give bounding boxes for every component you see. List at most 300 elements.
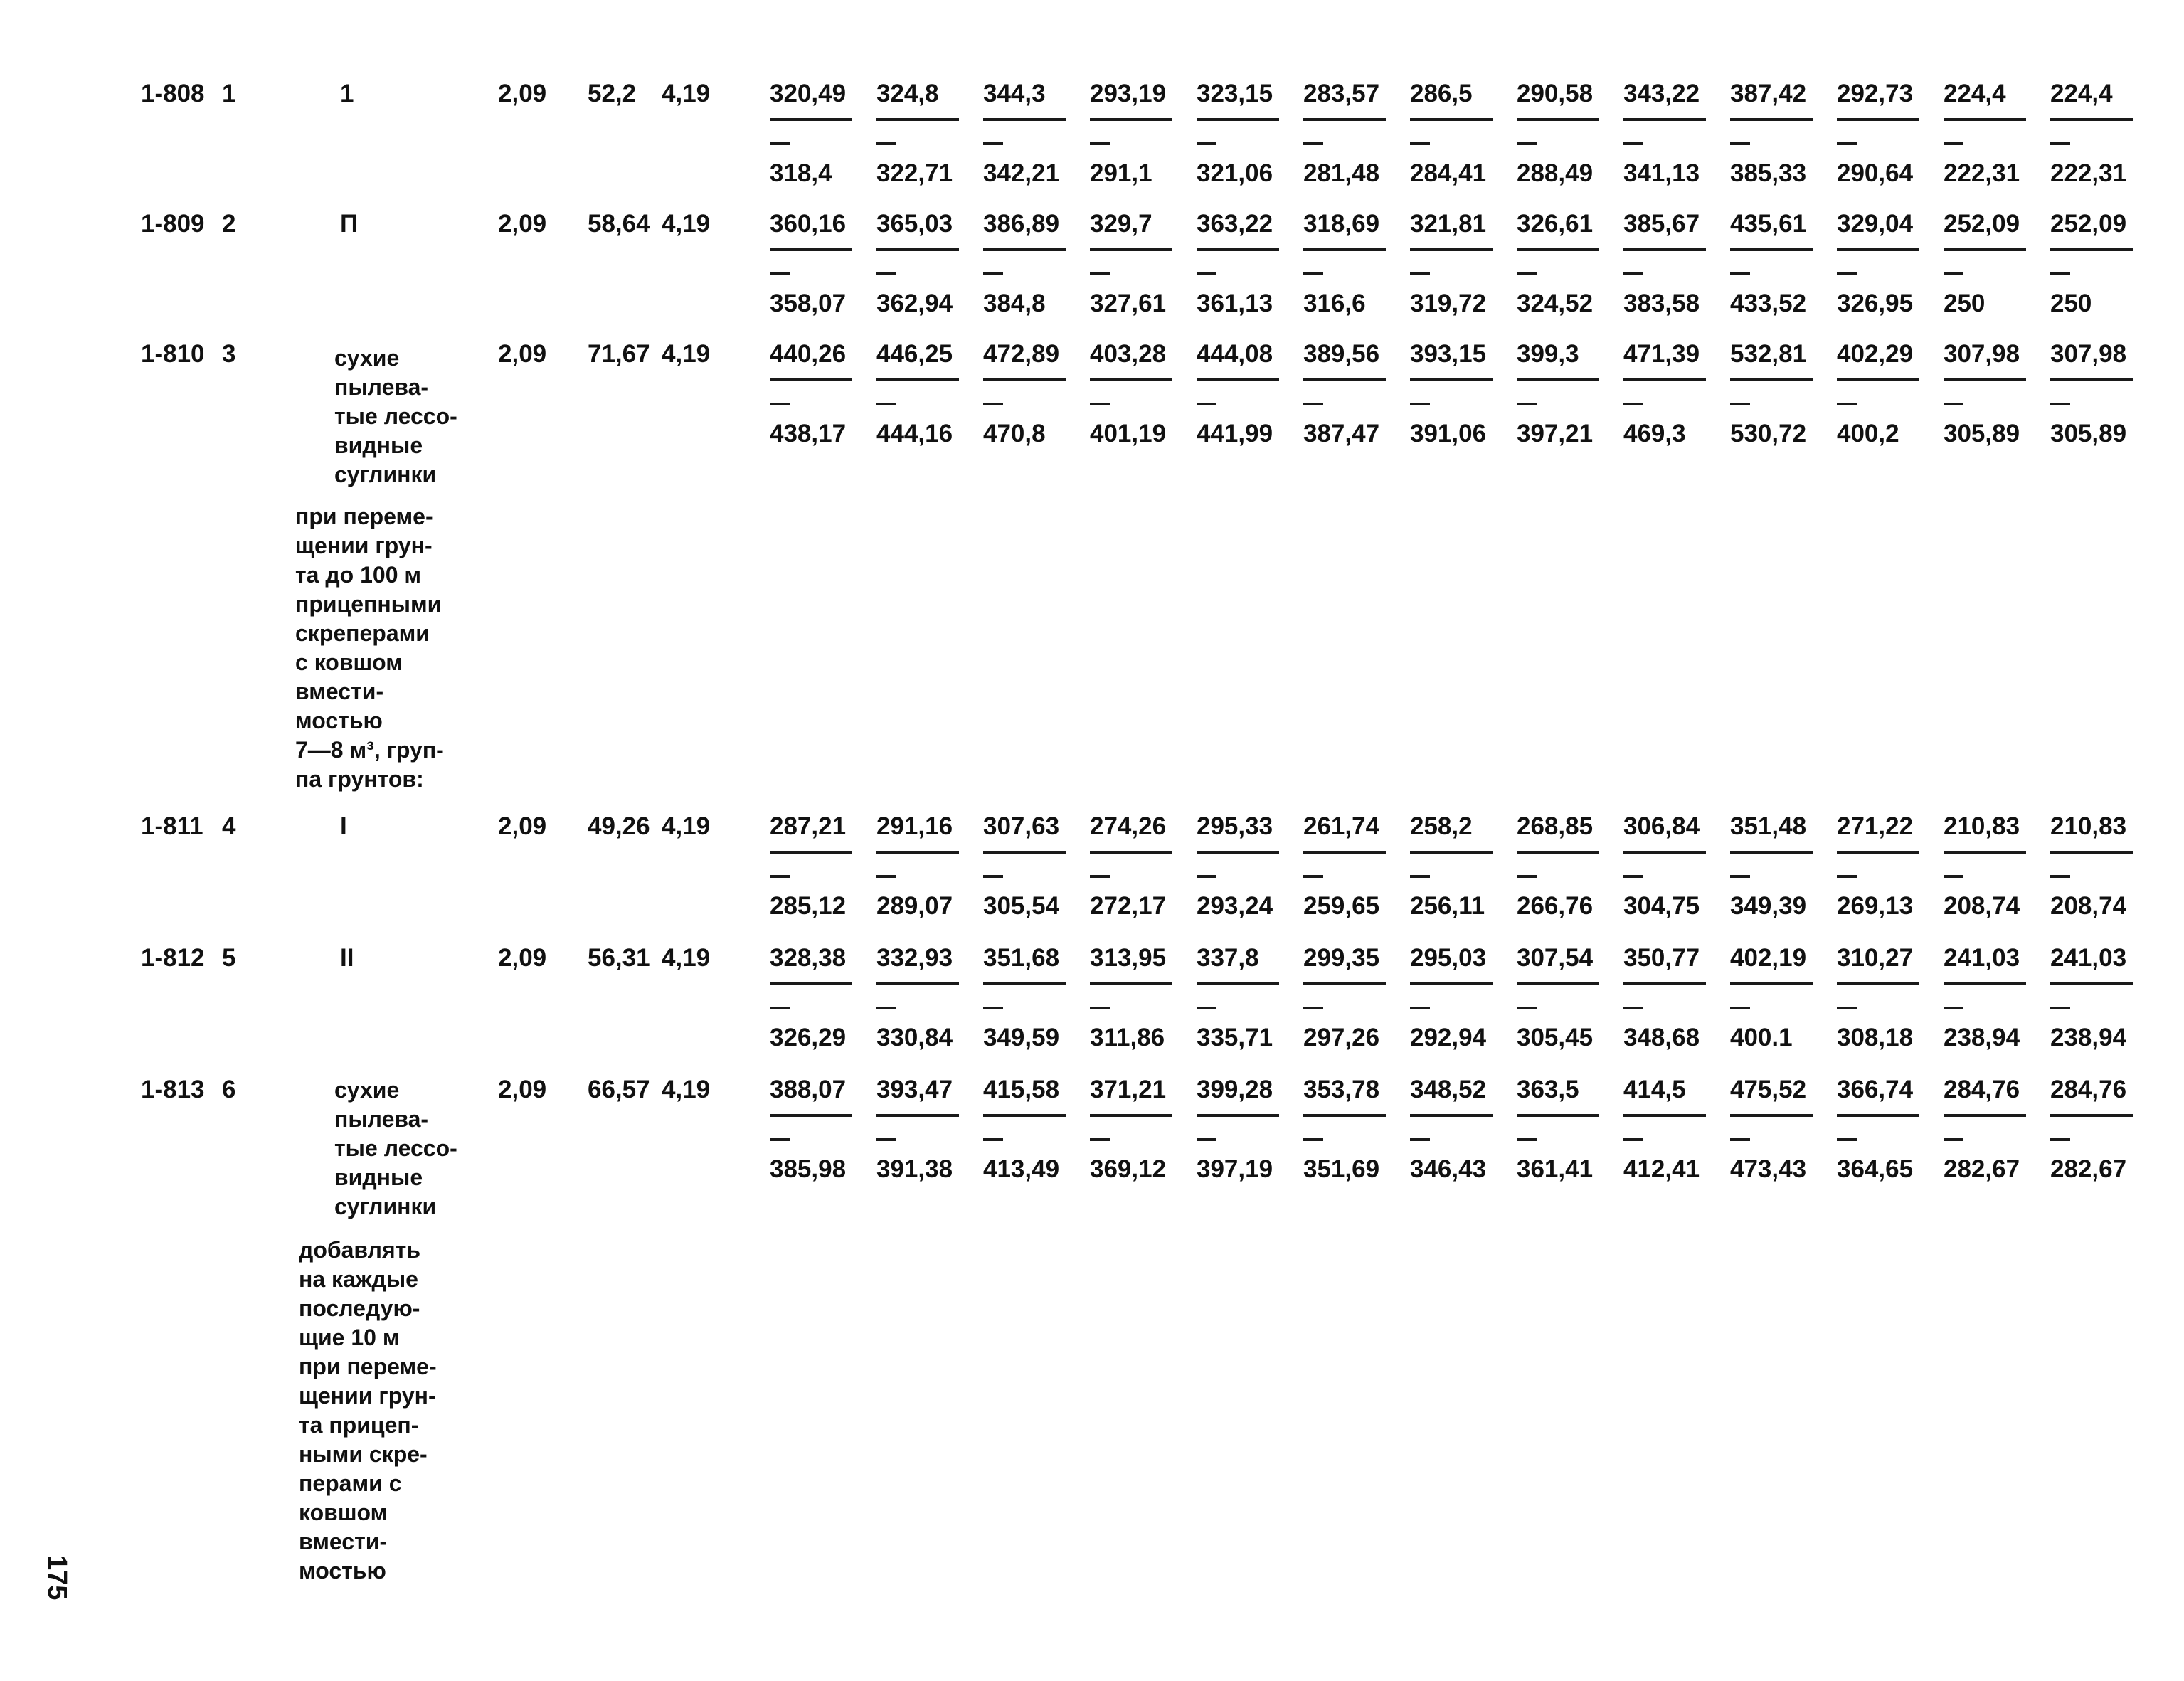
price-denominator: 469,3 (1623, 420, 1686, 447)
price-denominator: 269,13 (1837, 892, 1914, 920)
coef-2: 56,31 (588, 944, 650, 972)
price-fraction (1837, 340, 1942, 447)
fraction-rule (1837, 118, 1919, 121)
price-numerator: 363,5 (1517, 1076, 1579, 1103)
price-fraction (1410, 944, 1515, 1051)
price-numerator: 387,42 (1730, 80, 1807, 107)
price-numerator: 393,15 (1410, 340, 1487, 368)
minus-sign (2050, 142, 2070, 145)
row-code: 1-813 (141, 1076, 205, 1103)
price-denominator: 369,12 (1090, 1155, 1167, 1183)
price-numerator: 365,03 (876, 210, 953, 238)
fraction-rule (876, 118, 959, 121)
fraction-rule (876, 248, 959, 251)
price-denominator: 441,99 (1197, 420, 1273, 447)
price-numerator: 292,73 (1837, 80, 1914, 107)
price-denominator: 256,11 (1410, 892, 1485, 920)
coef-3: 4,19 (662, 340, 711, 368)
fraction-rule (1623, 982, 1706, 985)
price-denominator: 385,98 (770, 1155, 847, 1183)
fraction-rule (1837, 248, 1919, 251)
price-denominator: 530,72 (1730, 420, 1807, 447)
fraction-rule (770, 378, 852, 381)
minus-sign (1090, 1007, 1110, 1009)
price-fraction (1303, 944, 1409, 1051)
coef-2: 49,26 (588, 812, 650, 840)
minus-sign (1303, 875, 1323, 878)
price-fraction (2050, 944, 2156, 1051)
minus-sign (1197, 875, 1216, 878)
price-fraction (983, 210, 1088, 317)
fraction-rule (983, 851, 1066, 854)
coef-3: 4,19 (662, 1076, 711, 1103)
price-fraction (1837, 1076, 1942, 1183)
price-numerator: 306,84 (1623, 812, 1700, 840)
price-numerator: 323,15 (1197, 80, 1273, 107)
fraction-rule (876, 378, 959, 381)
price-denominator: 326,29 (770, 1024, 847, 1051)
price-numerator: 324,8 (876, 80, 939, 107)
price-fraction (1623, 80, 1729, 187)
fraction-rule (1303, 378, 1386, 381)
fraction-rule (770, 118, 852, 121)
price-numerator: 295,33 (1197, 812, 1273, 840)
minus-sign (983, 875, 1003, 878)
fraction-rule (983, 378, 1066, 381)
fraction-rule (1623, 851, 1706, 854)
price-denominator: 470,8 (983, 420, 1046, 447)
price-fraction (1517, 340, 1622, 447)
minus-sign (1303, 272, 1323, 275)
price-numerator: 326,61 (1517, 210, 1594, 238)
fraction-rule (1517, 118, 1599, 121)
fraction-rule (983, 982, 1066, 985)
fraction-rule (1303, 851, 1386, 854)
price-denominator: 401,19 (1090, 420, 1167, 447)
price-denominator: 311,86 (1090, 1024, 1165, 1051)
price-numerator: 329,7 (1090, 210, 1152, 238)
price-denominator: 358,07 (770, 290, 847, 317)
price-fraction (1837, 80, 1942, 187)
price-denominator: 351,69 (1303, 1155, 1380, 1183)
coef-2: 58,64 (588, 210, 650, 238)
price-numerator: 307,54 (1517, 944, 1594, 972)
price-numerator: 274,26 (1090, 812, 1167, 840)
price-fraction (1730, 340, 1835, 447)
price-fraction (876, 1076, 982, 1183)
price-numerator: 444,08 (1197, 340, 1273, 368)
price-fraction (983, 812, 1088, 920)
price-denominator: 288,49 (1517, 159, 1594, 187)
fraction-rule (2050, 1114, 2133, 1117)
coef-1: 2,09 (498, 1076, 547, 1103)
page-number: 175 (42, 1555, 72, 1601)
row-code: 1-811 (141, 812, 203, 840)
minus-sign (1837, 403, 1857, 405)
minus-sign (1730, 142, 1750, 145)
price-denominator: 324,52 (1517, 290, 1594, 317)
minus-sign (1303, 403, 1323, 405)
fraction-rule (1090, 982, 1172, 985)
price-denominator: 282,67 (2050, 1155, 2127, 1183)
price-denominator: 304,75 (1623, 892, 1700, 920)
minus-sign (1623, 875, 1643, 878)
price-fraction (2050, 210, 2156, 317)
price-fraction (1517, 80, 1622, 187)
fraction-rule (1730, 1114, 1813, 1117)
fraction-rule (1090, 248, 1172, 251)
price-fraction (770, 944, 875, 1051)
coef-2: 66,57 (588, 1076, 650, 1103)
row-number: 6 (222, 1076, 236, 1103)
minus-sign (1303, 1138, 1323, 1141)
minus-sign (1944, 1138, 1963, 1141)
minus-sign (983, 403, 1003, 405)
price-fraction (1517, 1076, 1622, 1183)
fraction-rule (1197, 851, 1279, 854)
price-fraction (1837, 210, 1942, 317)
price-numerator: 321,81 (1410, 210, 1487, 238)
price-numerator: 224,4 (2050, 80, 2113, 107)
price-denominator: 266,76 (1517, 892, 1594, 920)
price-numerator: 290,58 (1517, 80, 1594, 107)
price-numerator: 337,8 (1197, 944, 1259, 972)
fraction-rule (1730, 118, 1813, 121)
fraction-rule (1303, 1114, 1386, 1117)
price-denominator: 316,6 (1303, 290, 1366, 317)
price-fraction (1944, 80, 2049, 187)
fraction-rule (1623, 248, 1706, 251)
minus-sign (1837, 1138, 1857, 1141)
price-numerator: 320,49 (770, 80, 847, 107)
price-fraction (1730, 210, 1835, 317)
minus-sign (1730, 1138, 1750, 1141)
price-fraction (876, 210, 982, 317)
fraction-rule (1090, 1114, 1172, 1117)
price-numerator: 329,04 (1837, 210, 1914, 238)
price-fraction (1197, 80, 1302, 187)
price-denominator: 322,71 (876, 159, 953, 187)
minus-sign (1090, 875, 1110, 878)
price-denominator: 391,06 (1410, 420, 1487, 447)
fraction-rule (1944, 851, 2026, 854)
minus-sign (1517, 875, 1537, 878)
minus-sign (1944, 403, 1963, 405)
coef-1: 2,09 (498, 944, 547, 972)
price-denominator: 305,89 (1944, 420, 2020, 447)
coef-1: 2,09 (498, 80, 547, 107)
price-numerator: 351,68 (983, 944, 1060, 972)
fraction-rule (1730, 851, 1813, 854)
price-numerator: 386,89 (983, 210, 1060, 238)
price-denominator: 391,38 (876, 1155, 953, 1183)
price-numerator: 403,28 (1090, 340, 1167, 368)
price-denominator: 342,21 (983, 159, 1060, 187)
coef-3: 4,19 (662, 812, 711, 840)
minus-sign (1944, 1007, 1963, 1009)
price-numerator: 389,56 (1303, 340, 1380, 368)
price-denominator: 349,59 (983, 1024, 1060, 1051)
price-denominator: 284,41 (1410, 159, 1487, 187)
price-denominator: 361,41 (1517, 1155, 1594, 1183)
price-denominator: 433,52 (1730, 290, 1807, 317)
price-numerator: 532,81 (1730, 340, 1807, 368)
price-numerator: 268,85 (1517, 812, 1594, 840)
price-numerator: 351,48 (1730, 812, 1807, 840)
price-fraction (1517, 812, 1622, 920)
fraction-rule (876, 982, 959, 985)
price-numerator: 343,22 (1623, 80, 1700, 107)
minus-sign (1730, 403, 1750, 405)
price-denominator: 318,4 (770, 159, 832, 187)
price-numerator: 366,74 (1837, 1076, 1914, 1103)
price-fraction (1303, 80, 1409, 187)
price-fraction (1197, 1076, 1302, 1183)
soil-group: 1 (340, 80, 354, 107)
price-numerator: 363,22 (1197, 210, 1273, 238)
price-fraction (1730, 812, 1835, 920)
row-number: 2 (222, 210, 236, 238)
price-fraction (1517, 944, 1622, 1051)
price-fraction (876, 80, 982, 187)
price-denominator: 346,43 (1410, 1155, 1487, 1183)
minus-sign (1730, 1007, 1750, 1009)
soil-group: II (340, 944, 354, 972)
fraction-rule (1517, 982, 1599, 985)
fraction-rule (1623, 1114, 1706, 1117)
row-number: 1 (222, 80, 236, 107)
price-fraction (1410, 812, 1515, 920)
minus-sign (1090, 272, 1110, 275)
minus-sign (876, 403, 896, 405)
minus-sign (1944, 875, 1963, 878)
fraction-rule (1837, 982, 1919, 985)
minus-sign (2050, 272, 2070, 275)
price-denominator: 349,39 (1730, 892, 1807, 920)
price-numerator: 284,76 (1944, 1076, 2020, 1103)
fraction-rule (876, 1114, 959, 1117)
price-numerator: 385,67 (1623, 210, 1700, 238)
price-fraction (770, 210, 875, 317)
row-code: 1-809 (141, 210, 205, 238)
fraction-rule (876, 851, 959, 854)
price-fraction (1197, 944, 1302, 1051)
minus-sign (876, 142, 896, 145)
price-fraction (876, 812, 982, 920)
price-numerator: 284,76 (2050, 1076, 2127, 1103)
fraction-rule (1837, 851, 1919, 854)
price-fraction (1303, 340, 1409, 447)
minus-sign (770, 1138, 790, 1141)
minus-sign (1410, 142, 1430, 145)
fraction-rule (1410, 1114, 1493, 1117)
price-numerator: 402,29 (1837, 340, 1914, 368)
price-fraction (2050, 812, 2156, 920)
fraction-rule (770, 851, 852, 854)
price-fraction (1090, 1076, 1195, 1183)
coef-3: 4,19 (662, 80, 711, 107)
price-numerator: 415,58 (983, 1076, 1060, 1103)
price-denominator: 250 (2050, 290, 2092, 317)
fraction-rule (1410, 982, 1493, 985)
price-denominator: 400,2 (1837, 420, 1899, 447)
minus-sign (1623, 403, 1643, 405)
price-fraction (983, 80, 1088, 187)
fraction-rule (2050, 851, 2133, 854)
fraction-rule (1410, 378, 1493, 381)
fraction-rule (1303, 248, 1386, 251)
price-denominator: 308,18 (1837, 1024, 1914, 1051)
minus-sign (1090, 1138, 1110, 1141)
row-number: 3 (222, 340, 236, 368)
price-fraction (1730, 1076, 1835, 1183)
price-fraction (876, 944, 982, 1051)
minus-sign (770, 142, 790, 145)
price-numerator: 348,52 (1410, 1076, 1487, 1103)
price-fraction (1837, 812, 1942, 920)
minus-sign (1837, 272, 1857, 275)
price-numerator: 293,19 (1090, 80, 1167, 107)
minus-sign (1623, 142, 1643, 145)
price-denominator: 348,68 (1623, 1024, 1700, 1051)
fraction-rule (983, 1114, 1066, 1117)
price-denominator: 327,61 (1090, 290, 1167, 317)
minus-sign (1517, 1007, 1537, 1009)
price-fraction (1730, 944, 1835, 1051)
price-fraction (1090, 210, 1195, 317)
price-denominator: 222,31 (1944, 159, 2020, 187)
price-fraction (2050, 80, 2156, 187)
price-fraction (1197, 210, 1302, 317)
price-numerator: 440,26 (770, 340, 847, 368)
price-fraction (1944, 1076, 2049, 1183)
price-numerator: 318,69 (1303, 210, 1380, 238)
price-numerator: 224,4 (1944, 80, 2006, 107)
fraction-rule (1197, 118, 1279, 121)
minus-sign (770, 1007, 790, 1009)
price-denominator: 362,94 (876, 290, 953, 317)
coef-1: 2,09 (498, 210, 547, 238)
price-fraction (2050, 340, 2156, 447)
minus-sign (1410, 403, 1430, 405)
minus-sign (1944, 142, 1963, 145)
price-fraction (770, 80, 875, 187)
soil-description-row3: сухие пылева- тые лессо- видные суглинки (334, 345, 457, 487)
price-numerator: 241,03 (2050, 944, 2127, 972)
price-fraction (1623, 210, 1729, 317)
minus-sign (1517, 403, 1537, 405)
price-fraction (1197, 812, 1302, 920)
price-fraction (983, 340, 1088, 447)
price-numerator: 210,83 (2050, 812, 2127, 840)
price-denominator: 305,89 (2050, 420, 2127, 447)
price-numerator: 446,25 (876, 340, 953, 368)
fraction-rule (2050, 118, 2133, 121)
price-numerator: 261,74 (1303, 812, 1380, 840)
minus-sign (1090, 403, 1110, 405)
minus-sign (2050, 403, 2070, 405)
price-denominator: 297,26 (1303, 1024, 1380, 1051)
price-numerator: 283,57 (1303, 80, 1380, 107)
price-fraction (770, 812, 875, 920)
fraction-rule (1944, 1114, 2026, 1117)
price-denominator: 292,94 (1410, 1024, 1487, 1051)
price-denominator: 319,72 (1410, 290, 1487, 317)
minus-sign (876, 875, 896, 878)
row-number: 4 (222, 812, 236, 840)
price-numerator: 286,5 (1410, 80, 1473, 107)
price-denominator: 438,17 (770, 420, 847, 447)
coef-2: 71,67 (588, 340, 650, 368)
section-description-per-10m: добавлять на каждые последую- щие 10 м при переме- щении грун- та прицеп- ными скре- перами с ковшом вмести- мостью (299, 1237, 437, 1584)
minus-sign (1517, 1138, 1537, 1141)
price-fraction (1623, 340, 1729, 447)
fraction-rule (1303, 982, 1386, 985)
minus-sign (876, 1007, 896, 1009)
price-fraction (1517, 210, 1622, 317)
price-numerator: 350,77 (1623, 944, 1700, 972)
price-denominator: 305,54 (983, 892, 1060, 920)
section-description-100m: при переме- щении грун- та до 100 м прицепными скреперами с ковшом вмести- мостью 7—8 м³, груп- па грунтов: (295, 504, 444, 792)
row-code: 1-808 (141, 80, 205, 107)
coef-1: 2,09 (498, 812, 547, 840)
minus-sign (876, 1138, 896, 1141)
price-numerator: 295,03 (1410, 944, 1487, 972)
fraction-rule (1837, 378, 1919, 381)
price-fraction (1410, 1076, 1515, 1183)
price-numerator: 414,5 (1623, 1076, 1686, 1103)
price-numerator: 252,09 (1944, 210, 2020, 238)
minus-sign (2050, 1007, 2070, 1009)
minus-sign (1197, 142, 1216, 145)
fraction-rule (1730, 248, 1813, 251)
price-fraction (876, 340, 982, 447)
coef-1: 2,09 (498, 340, 547, 368)
minus-sign (1303, 1007, 1323, 1009)
price-denominator: 330,84 (876, 1024, 953, 1051)
row-code: 1-812 (141, 944, 205, 972)
fraction-rule (1090, 378, 1172, 381)
price-fraction (1730, 80, 1835, 187)
price-denominator: 208,74 (1944, 892, 2020, 920)
price-fraction (1944, 210, 2049, 317)
price-numerator: 332,93 (876, 944, 953, 972)
minus-sign (1197, 1007, 1216, 1009)
price-denominator: 361,13 (1197, 290, 1273, 317)
price-denominator: 282,67 (1944, 1155, 2020, 1183)
price-numerator: 435,61 (1730, 210, 1807, 238)
fraction-rule (1944, 378, 2026, 381)
minus-sign (1517, 142, 1537, 145)
price-denominator: 238,94 (2050, 1024, 2127, 1051)
price-fraction (1090, 80, 1195, 187)
price-denominator: 250 (1944, 290, 1986, 317)
price-denominator: 289,07 (876, 892, 953, 920)
fraction-rule (1730, 378, 1813, 381)
fraction-rule (1517, 248, 1599, 251)
minus-sign (1623, 272, 1643, 275)
fraction-rule (983, 118, 1066, 121)
soil-group: П (340, 210, 359, 238)
fraction-rule (1623, 378, 1706, 381)
price-numerator: 371,21 (1090, 1076, 1167, 1103)
price-numerator: 402,19 (1730, 944, 1807, 972)
coef-2: 52,2 (588, 80, 637, 107)
price-fraction (1623, 812, 1729, 920)
minus-sign (1197, 1138, 1216, 1141)
price-numerator: 353,78 (1303, 1076, 1380, 1103)
price-fraction (983, 1076, 1088, 1183)
